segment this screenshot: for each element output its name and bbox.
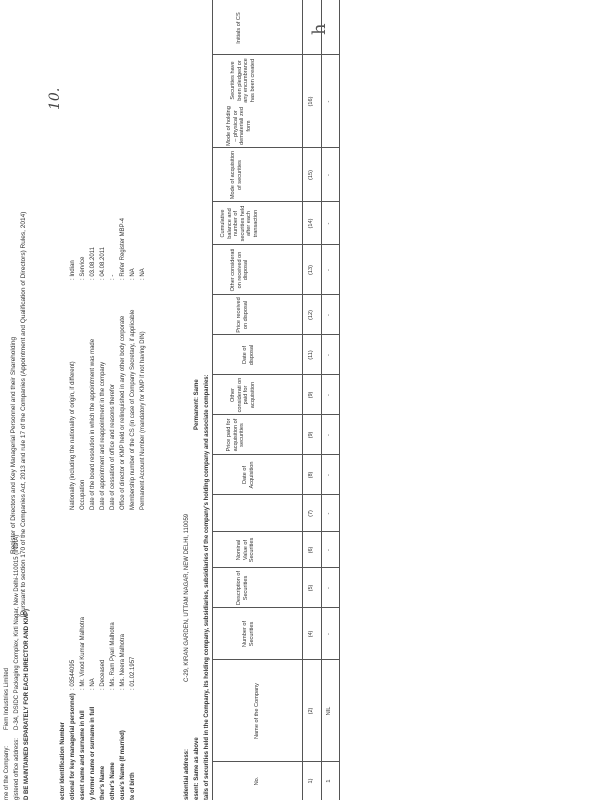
col-number: (9) — [308, 391, 314, 399]
occupation-label: Occupation — [80, 479, 86, 510]
mother-name-value: : Ms. Ram Pyari Malhotra — [110, 622, 116, 690]
spouse-name-label: ouse's Name (If married) — [120, 730, 126, 800]
row-cell: - — [326, 100, 332, 103]
row-cell: - — [326, 434, 332, 436]
col-header-mode-holding: Mode of holding – physical or demateriali zed form — [226, 106, 252, 146]
row-cell-no: 1 — [326, 779, 332, 783]
company-name-value: Fiem Industries Limited — [4, 667, 10, 730]
dob-label: te of birth — [130, 772, 136, 800]
pan-label: Permanent Account Number (mandatory for KMP if not having DIN) — [140, 331, 146, 510]
col-header-date-disposal: Date of disposal — [242, 344, 255, 366]
col-header-other-paid: Other considerati on paid for acquisition — [230, 377, 256, 413]
col-header-cumulative: Cumulative balance and number of securities held after each transaction — [220, 205, 259, 242]
row-cell: - — [326, 314, 332, 316]
col-number: (9) — [308, 431, 314, 439]
cs-membership-label: Membership number of the CS (in case of Company Secretary, if applicable — [130, 309, 136, 510]
row-cell: - — [326, 394, 332, 396]
father-name-value: : Deceased — [100, 659, 106, 690]
col-header-number: Number of Securities — [242, 620, 255, 648]
col-header-pledged: Securities have been pledged or any encumbrance has been created — [230, 58, 256, 103]
col-number: 1) — [308, 778, 314, 784]
nationality-label: Nationality (including the nationality of origin, if different) — [70, 361, 76, 510]
col-number: (6) — [308, 546, 314, 554]
row-cell: - — [326, 174, 332, 176]
row-cell: - — [326, 474, 332, 476]
mother-name-label: other's Name — [110, 762, 116, 800]
col-header-description: Description of Securities — [236, 570, 249, 606]
cs-membership-value: : NA — [130, 268, 136, 280]
board-resolution-value: : 03.08.2011 — [90, 247, 96, 280]
permanent-address: Permanent: Same — [194, 379, 200, 430]
row-cell: - — [326, 222, 332, 225]
din-label: ector Identification Number — [60, 721, 66, 800]
securities-table-caption: tails of securities held in the Company, its holding company, subsidiaries, subsidiaries of the company's holding company and associate companies: — [204, 374, 210, 800]
col-number: (11) — [308, 350, 314, 360]
occupation-value: : Service — [80, 256, 86, 280]
cs-initials: h — [309, 23, 330, 35]
spouse-name-value: : Ms. Neera Malhotra — [120, 633, 126, 690]
page-number: 10. — [47, 87, 63, 110]
col-header-no: No. — [254, 776, 260, 786]
row-cell: - — [326, 549, 332, 551]
col-number: (12) — [308, 310, 314, 320]
col-number: (5) — [308, 584, 314, 592]
col-number: (2) — [308, 707, 314, 715]
din-value: : 03544095 — [70, 659, 76, 690]
present-name-value: : Mr. Vinod Kumar Malhotra — [80, 617, 86, 690]
col-header-company: Name of the Company — [254, 683, 260, 739]
father-name-label: ther's Name — [100, 765, 106, 800]
row-cell: - — [326, 587, 332, 589]
cessation-value: : - — [110, 274, 116, 280]
col-header-nominal: Nominal Value of Securities — [236, 537, 256, 563]
office-address-label: gistered office address: — [14, 738, 20, 800]
col-header-initials: Initials of CS — [236, 12, 242, 44]
col-header-mode-acquisition: Mode of acquisition of securities — [230, 150, 243, 200]
row-cell: - — [326, 512, 332, 515]
kmp-note-label: otional for key managerial personnel) — [70, 693, 76, 800]
nationality-value: : Indian — [70, 260, 76, 280]
pan-value: : NA — [140, 268, 146, 280]
row-cell: - — [326, 354, 332, 356]
appointment-date-label: Date of appointment and reappointment in the company — [100, 361, 106, 510]
dob-value: : 01.02.1957 — [130, 656, 136, 690]
residential-address-label: sidential address: — [184, 748, 190, 800]
col-header-price-paid: Price paid for acquisition of securities — [226, 418, 246, 452]
col-number: (14) — [308, 218, 314, 229]
row-cell: - — [326, 269, 332, 271]
residential-address-value: C-29, KIRAN GARDEN, UTTAM NAGAR, NEW DELHI, 110059 — [184, 513, 190, 682]
present-name-label: esent name and surname in full — [80, 710, 86, 800]
col-number: (13) — [308, 265, 314, 275]
former-name-value: : NA — [90, 678, 96, 690]
cessation-label: Date of cessation of office and reasons therefor — [110, 384, 116, 510]
register-title: Register of Directors and Key Managerial Personnel and their Shareholding — [10, 336, 17, 554]
register-subtitle: [Pursuant to section 170 of the Companies Act, 2013 and rule 17 of the Companies (Appointment and Qualification of Directors) Rules, 2014) — [20, 211, 27, 617]
col-number: (8) — [308, 471, 314, 479]
company-name-label: me of the Company: — [4, 745, 10, 800]
row-cell-company: NIL — [326, 706, 332, 716]
former-name-label: y former name or surname in full — [90, 706, 96, 800]
col-number: (15) — [308, 170, 314, 180]
appointment-date-value: : 04.08.2011 — [100, 247, 106, 280]
office-address-value: D-34, DSIDC Packaging Complex, Kirti Nagar, New Delhi-110015 (INDIA) — [14, 534, 20, 730]
col-number: (16) — [308, 96, 314, 107]
row-cell: - — [326, 633, 332, 635]
col-number: (4) — [308, 630, 314, 638]
present-address: esent: Same as above — [194, 737, 200, 800]
maintenance-note: D BE MAINTAINED SEPARATELY FOR EACH DIRECTOR AND KMP) — [24, 608, 30, 800]
col-header-price-received: Price received on disposal — [236, 297, 249, 333]
other-office-value: : Refer Register MBP-4 — [120, 217, 126, 280]
col-header-other-received: Other considerati on received on disposal — [230, 248, 250, 292]
board-resolution-label: Date of the board resolution in which the appointment was made — [90, 338, 96, 510]
other-office-label: Office of director or KMP held or relinquished in any other body corporate — [120, 315, 126, 510]
col-header-date-acquisition: Date of Acquisition — [242, 461, 255, 489]
col-number: (7) — [308, 510, 314, 517]
